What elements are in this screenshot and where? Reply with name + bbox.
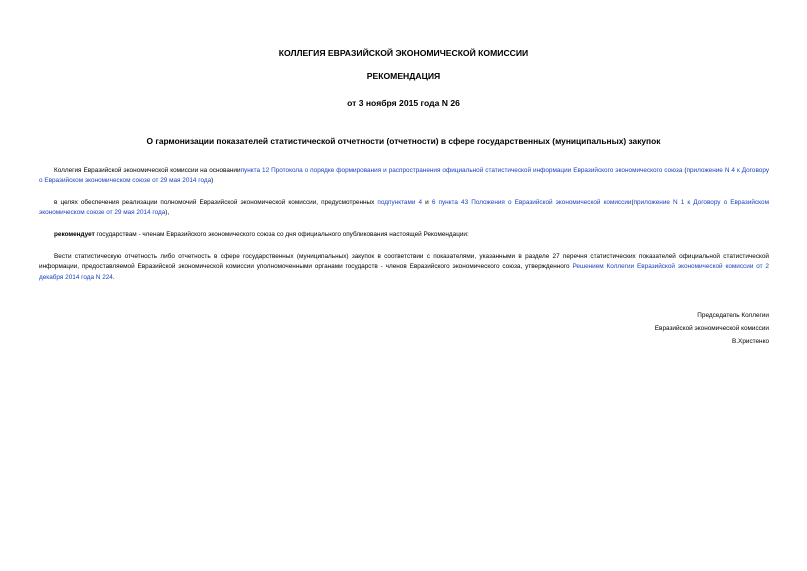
basis-paren-close: ) bbox=[211, 177, 214, 185]
paragraph-purpose bbox=[39, 198, 769, 219]
basis-text: Коллегия Евразийской экономической комиссии на основании bbox=[54, 167, 241, 174]
subparagraph-4-link[interactable]: подпунктами 4 bbox=[377, 199, 423, 206]
paragraph-reporting bbox=[39, 252, 769, 283]
doc-type-heading: РЕКОМЕНДАЦИЯ bbox=[366, 71, 441, 81]
purpose-and: и bbox=[422, 199, 432, 206]
regulation-link[interactable]: 6 пункта 43 Положения о Евразийской экономической комиссии bbox=[431, 199, 632, 206]
date-heading: от 3 ноября 2015 года N 26 bbox=[347, 98, 460, 108]
reporting-period: . bbox=[112, 273, 115, 281]
treaty-appendix-4-link[interactable]: приложение N 4 к Договору о Евразийском экономическом союзе от 29 мая 2014 года bbox=[39, 167, 770, 185]
signature-title: Председатель Коллегии bbox=[697, 312, 769, 319]
signature-block bbox=[569, 309, 769, 348]
decision-224-link[interactable]: Решением Коллегии Евразийской экономической комиссии от 2 декабря 2014 года N 224 bbox=[39, 263, 769, 281]
reporting-text: Вести статистическую отчетность либо отчетность в сфере государственных (муниципальных) закупок в соответствии с показателями, указанными в разделе 27 перечня статистических показателей официальной статистической информации, предоставляемой Евразийской экономической комиссии уполномоченными органами государств - членов Евразийского экономического союза, утвержденного bbox=[39, 253, 769, 271]
paragraph-basis bbox=[39, 166, 769, 187]
signature-org: Евразийской экономической комиссии bbox=[654, 325, 769, 332]
protocol-link[interactable]: пункта 12 Протокола о порядке формирования и распространения официальной статистической информации Евразийского экономического союза bbox=[240, 167, 683, 174]
treaty-appendix-1-link[interactable]: приложение N 1 к Договору о Евразийском экономическом союзе от 29 мая 2014 года bbox=[39, 199, 769, 217]
purpose-text: в целях обеспечения реализации полномочий Евразийской экономической комиссии, предусмотренных bbox=[54, 199, 378, 206]
recommends-word: рекомендует bbox=[54, 231, 95, 238]
paragraph-recommends bbox=[39, 230, 769, 240]
subject-heading: О гармонизации показателей статистической отчетности (отчетности) в сфере государственных (муниципальных) закупок bbox=[146, 136, 661, 146]
org-heading: КОЛЛЕГИЯ ЕВРАЗИЙСКОЙ ЭКОНОМИЧЕСКОЙ КОМИССИИ bbox=[278, 48, 529, 58]
signature-name: В.Христенко bbox=[732, 338, 769, 345]
recommends-text: государствам - членам Евразийского экономического союза со дня официального опубликования настоящей Рекомендации: bbox=[94, 231, 469, 238]
basis-paren-open: ( bbox=[682, 167, 687, 174]
purpose-paren-close: ), bbox=[165, 209, 170, 217]
purpose-paren-open: ( bbox=[631, 199, 634, 206]
